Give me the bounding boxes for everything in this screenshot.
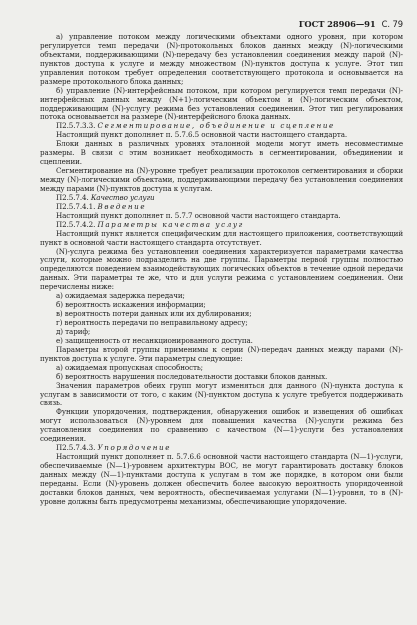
section-number: П2.5.7.4.2. [56, 220, 96, 229]
paragraph: Настоящий пункт дополняет п. 5.7.6.5 основной части настоящего стандарта. [56, 130, 348, 140]
paragraph: в) вероятность потери данных или их дублирования; [56, 309, 252, 319]
paragraph: Сегментирование на (N)-уровне требует реализации протоколов сегментирования и сборки между (N)-логическими объектами, поддерживающими передачу без установления соединения между парами (N)-пунктов доступа к услугам. [40, 166, 403, 193]
paragraph: б) управление (N)-интерфейсным потоком, при котором регулируется темп передачи (N)-интерфейсных данных между (N+1)-логическим объектом и (N)-логическим объектом, поддерживающим (N)-услугу режима без установления соединения. Этот тип регулирования потока основывается на размере (N)-интерфейсного блока данных. [40, 85, 403, 122]
section-number: П2.5.7.3.3. [56, 122, 96, 131]
section-title: Упорядочение [97, 444, 172, 453]
standard-number: ГОСТ 28906—91 [298, 19, 376, 29]
paragraph: Значения параметров обеих групп могут изменяться для данного (N)-пункта доступа к услугам в зависимости от того, с каким (N)-пунктом доступа к услуге требуется поддерживать связь. [40, 380, 403, 408]
section-number: П2.5.7.4.1. [56, 202, 96, 211]
paragraph: (N)-услуга режима без установления соединения характеризуется параметрами качества услуги, которые можно подразделить на две группы. Параметры первой группы полностью определяются поведением взаимодействующих логических объектов в течение одной передачи данных. Эти параметры те же, что и для услуги режима с установлением соединения. Они перечислены ниже: [40, 246, 403, 292]
paragraph: б) вероятность искажения информации; [56, 300, 206, 310]
paragraph: Параметры второй группы применимы к серии (N)-передач данных между парами (N)-пунктов доступа к услуге. Эти параметры следующие: [40, 344, 403, 363]
paragraph: Настоящий пункт является специфическим для настоящего приложения, соответствующий пункт в основной части настоящего стандарта отсутствует. [40, 228, 403, 247]
paragraph: а) ожидаемая задержка передачи; [56, 291, 185, 301]
page-number: С. 79 [381, 19, 403, 29]
paragraph: б) вероятность нарушения последовательности доставки блоков данных. [56, 371, 328, 381]
paragraph: а) ожидаемая пропускная способность; [56, 362, 203, 372]
section-title: Сегментирование, объединение и сцепление [97, 122, 335, 131]
section-number: П2.5.7.4.3. [56, 444, 96, 453]
paragraph: а) управление потоком между логическими объектами одного уровня, при котором регулируется темп передачи (N)-протокольных блоков данных между (N)-логическими объектами, поддерживающими (N)-передачу без установления соединения между парой (N)-пунктов доступа к услуге и между множеством (N)-пунктов доступа к услуге. Этот тип управления потоком требует определения соответствующего протокола и основывается на размере протокольного блока данных; [40, 32, 403, 86]
section-title: Параметры качества услуг [97, 220, 244, 229]
page-header [40, 20, 403, 32]
section-title: Введение [97, 202, 147, 211]
document-body [40, 33, 403, 507]
paragraph: д) тариф; [56, 326, 91, 336]
paragraph: Настоящий пункт дополняет п. 5.7.7 основной части настоящего стандарта. [56, 210, 341, 220]
paragraph: Функции упорядочения, подтверждения, обнаружения ошибок и извещения об ошибках могут использоваться (N)-уровнем для повышения качества (N)-услуги режима без установления соединения по сравнению с качеством (N—1)-услуги без установления соединения. [40, 407, 403, 444]
section-number: П2.5.7.4. [56, 193, 89, 202]
paragraph: Настоящий пункт дополняет п. 5.7.6.6 основной части настоящего стандарта (N—1)-услуги, обеспечиваемые (N—1)-уровнем архитектуры ВОС, не могут гарантировать доставку блоков данных между (N—1)-пунктами доступа к услугам в том же порядке, в котором они были переданы. Если (N)-уровень должен обеспечить более высокую вероятность упорядоченной доставки блоков данных, чем вероятность, обеспечиваемая услугами (N—1)-уровня, то в (N)-уровне должны быть предусмотрены механизмы, обеспечивающие упорядочение. [40, 452, 403, 506]
paragraph: г) вероятность передачи по неправильному адресу; [56, 318, 248, 327]
section-title: Качество услуги [90, 193, 155, 202]
paragraph: Блоки данных в различных уровнях эталонной модели могут иметь несовместимые размеры. В связи с этим возникает необходимость в сегментировании, объединении и сцеплении. [40, 139, 403, 167]
paragraph: е) защищенность от несанкционированного доступа. [56, 335, 253, 345]
section-heading [40, 194, 403, 203]
